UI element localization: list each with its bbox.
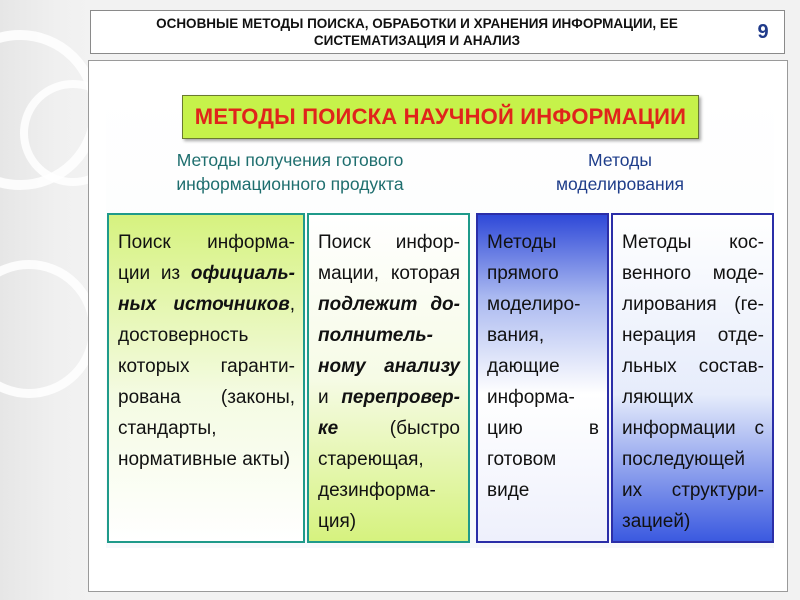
slide-title: МЕТОДЫ ПОИСКА НАУЧНОЙ ИНФОРМАЦИИ bbox=[182, 95, 699, 139]
method-text-emphasis: подлежит до-полнитель-ному анализу bbox=[318, 294, 460, 377]
method-text: , достоверность которых гаранти-рована (законы, стандарты, нормативные акты) bbox=[118, 294, 295, 470]
method-box-additional-analysis bbox=[307, 213, 470, 543]
page-number: 9 bbox=[742, 10, 785, 54]
header-title-line-1: ОСНОВНЫЕ МЕТОДЫ ПОИСКА, ОБРАБОТКИ И ХРАНЕНИЯ ИНФОРМАЦИИ, ЕЕ bbox=[156, 16, 678, 31]
subtitle-right-line-1: Методы bbox=[588, 150, 652, 170]
header-title-line-2: СИСТЕМАТИЗАЦИЯ И АНАЛИЗ bbox=[313, 33, 521, 48]
subtitle-right-line-2: моделирования bbox=[556, 174, 684, 194]
subtitle-left-line-2: информационного продукта bbox=[176, 174, 404, 194]
subtitle-ready-product-methods bbox=[130, 148, 450, 196]
method-box-direct-modeling bbox=[476, 213, 609, 543]
method-text: Методы прямого моделиро-вания, дающие информа-цию в готовом виде bbox=[487, 232, 599, 501]
method-text: Поиск инфор-мации, которая bbox=[318, 232, 460, 284]
header-title bbox=[90, 10, 744, 54]
method-text-emphasis: официаль-ных источников bbox=[118, 263, 295, 315]
method-box-indirect-modeling bbox=[611, 213, 774, 543]
method-box-official-sources bbox=[107, 213, 305, 543]
method-text: (быстро стареющая, дезинформа-ция) bbox=[318, 418, 460, 532]
subtitle-left-line-1: Методы получения готового bbox=[176, 150, 404, 170]
method-text: Методы кос-венного моде-лирования (ге-нерация отде-льных состав-ляющих информации с последующей их структури-зацией) bbox=[622, 232, 764, 532]
method-text: и bbox=[318, 387, 342, 408]
method-text: Поиск информа-ции из bbox=[118, 232, 295, 284]
subtitle-modeling-methods bbox=[530, 148, 710, 196]
method-text-emphasis: перепровер-ке bbox=[318, 387, 460, 439]
